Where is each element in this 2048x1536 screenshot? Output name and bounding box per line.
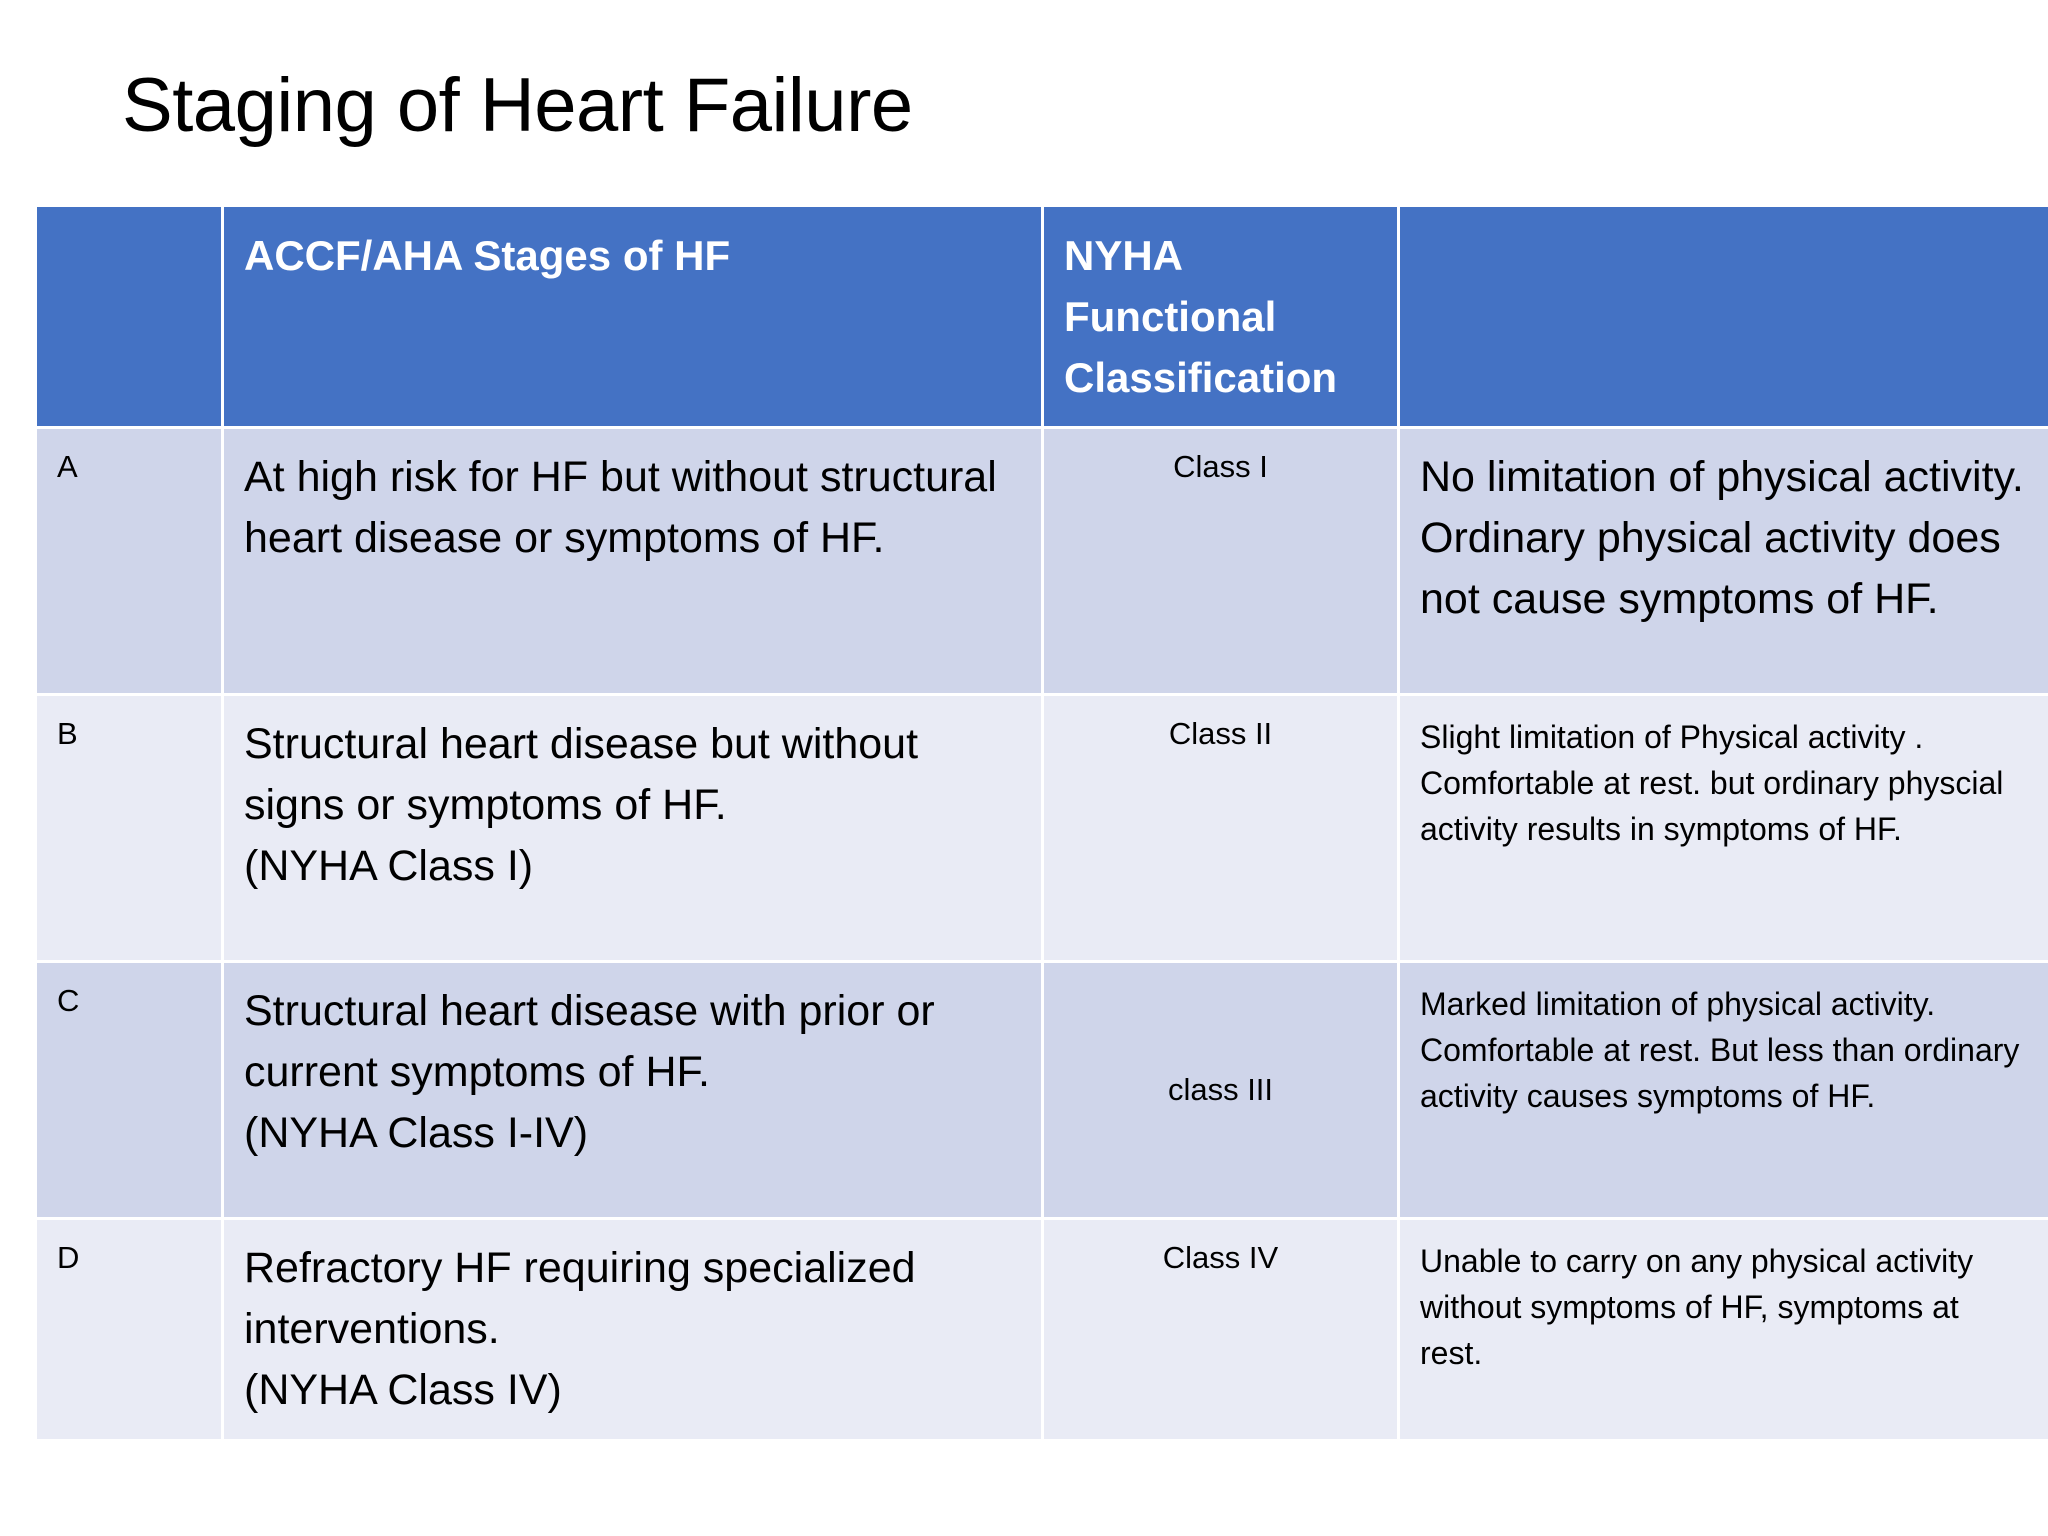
stage-description-text: At high risk for HF but without structural heart disease or symptoms of HF.	[244, 453, 997, 562]
stage-letter: A	[36, 428, 223, 695]
table-row-stage-a	[36, 428, 2048, 695]
stage-nyha-note: (NYHA Class I)	[244, 842, 534, 890]
stage-description-text: Structural heart disease but without signs or symptoms of HF.	[244, 720, 919, 829]
activity-limitation: No limitation of physical activity. Ordinary physical activity does not cause symptoms of HF.	[1399, 428, 2048, 695]
stage-description	[223, 1219, 1043, 1441]
header-nyha-classification: NYHA Functional Classification	[1043, 206, 1399, 428]
activity-limitation: Unable to carry on any physical activity without symptoms of HF, symptoms at rest.	[1399, 1219, 2048, 1441]
stage-nyha-note: (NYHA Class IV)	[244, 1366, 562, 1414]
stage-letter: C	[36, 962, 223, 1219]
stage-letter: D	[36, 1219, 223, 1441]
header-accf-aha-stages: ACCF/AHA Stages of HF	[223, 206, 1043, 428]
header-stage-letter	[36, 206, 223, 428]
heart-failure-staging-table	[34, 204, 2048, 1442]
stage-description	[223, 962, 1043, 1219]
table-header-row	[36, 206, 2048, 428]
table-row-stage-c	[36, 962, 2048, 1219]
header-limitation	[1399, 206, 2048, 428]
stage-letter: B	[36, 695, 223, 962]
stage-description	[223, 695, 1043, 962]
stage-description-text: Refractory HF requiring specialized interventions.	[244, 1244, 916, 1353]
stage-nyha-note: (NYHA Class I-IV)	[244, 1109, 589, 1157]
activity-limitation: Slight limitation of Physical activity . Comfortable at rest. but ordinary physcial activity results in symptoms of HF.	[1399, 695, 2048, 962]
nyha-class: Class IV	[1043, 1219, 1399, 1441]
table-row-stage-b	[36, 695, 2048, 962]
slide-title: Staging of Heart Failure	[122, 63, 913, 148]
nyha-class: Class I	[1043, 428, 1399, 695]
table-row-stage-d	[36, 1219, 2048, 1441]
stage-description-text: Structural heart disease with prior or current symptoms of HF.	[244, 987, 935, 1096]
nyha-class: class III	[1043, 962, 1399, 1219]
activity-limitation: Marked limitation of physical activity. Comfortable at rest. But less than ordinary activity causes symptoms of HF.	[1399, 962, 2048, 1219]
stage-description	[223, 428, 1043, 695]
nyha-class: Class II	[1043, 695, 1399, 962]
